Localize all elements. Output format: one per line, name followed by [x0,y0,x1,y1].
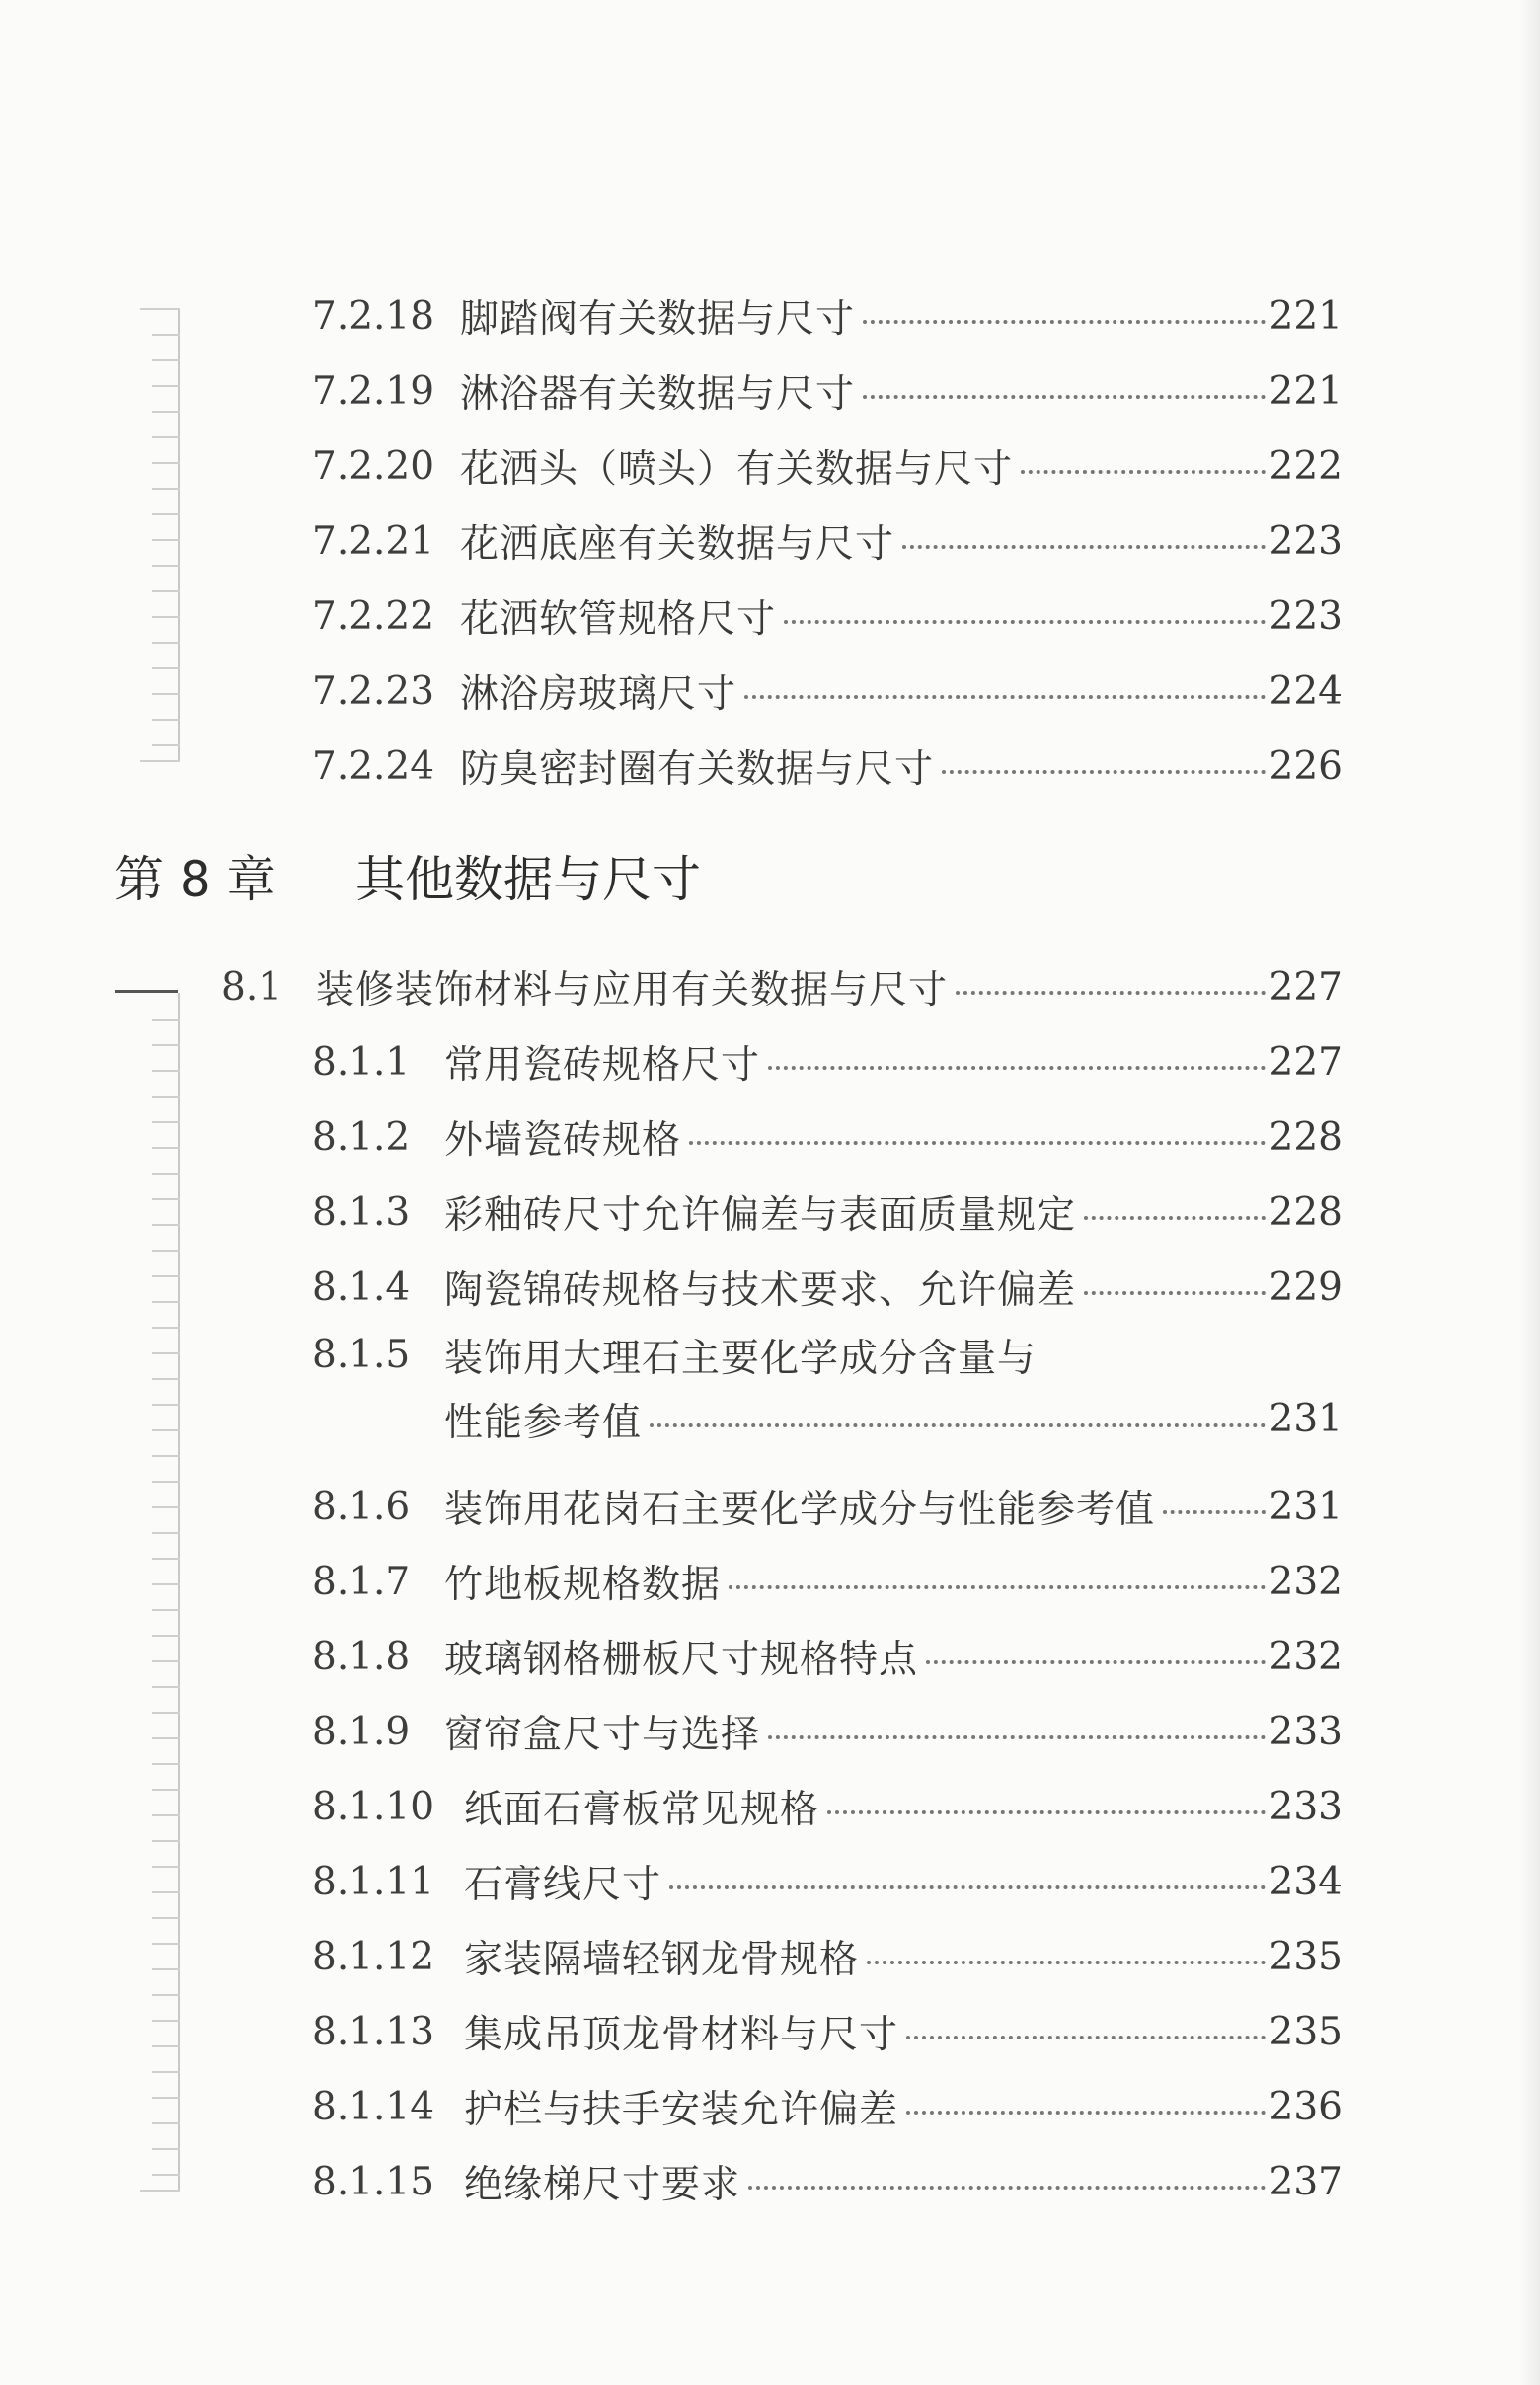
leader-dots [1163,1510,1266,1514]
entry-number: 7.2.19 [312,368,435,414]
entry-page: 231 [1269,1484,1343,1529]
section-title: 装修装饰材料与应用有关数据与尺寸 [316,968,949,1013]
leader-dots [942,770,1266,774]
entry-number: 7.2.21 [312,518,435,564]
entry-number: 8.1.15 [312,2159,435,2204]
entry-page: 226 [1269,743,1343,789]
entry-title: 花洒底座有关数据与尺寸 [460,522,895,567]
entry-number: 8.1.12 [312,1934,435,1979]
section-page: 227 [1269,964,1343,1010]
entry-number: 8.1.11 [312,1859,435,1904]
margin-ruler-bottom [138,993,180,2192]
toc-entry-8-1-7[interactable] [312,1552,1343,1611]
entry-title: 淋浴房玻璃尺寸 [460,672,737,717]
entry-number: 8.1.1 [312,1039,411,1085]
leader-dots [906,2036,1266,2039]
leader-dots [906,2111,1266,2115]
toc-entry-8-1-3[interactable] [312,1183,1343,1242]
entry-title: 玻璃钢格栅板尺寸规格特点 [444,1638,919,1682]
entry-page: 232 [1269,1559,1343,1604]
entry-page: 235 [1269,2009,1343,2054]
entry-page: 228 [1269,1115,1343,1160]
entry-title: 护栏与扶手安装允许偏差 [464,2088,899,2132]
leader-dots [1021,470,1266,474]
entry-number: 7.2.23 [312,668,435,714]
chapter-label: 第 8 章 [115,851,276,908]
leader-dots [902,545,1266,549]
toc-entry-8-1-4[interactable] [312,1258,1343,1317]
entry-number: 8.1.5 [312,1333,411,1377]
entry-title: 纸面石膏板常见规格 [464,1788,820,1832]
entry-page: 224 [1269,668,1343,714]
leader-dots [867,1961,1266,1964]
entry-title: 绝缘梯尺寸要求 [464,2163,741,2207]
leader-dots [863,395,1266,399]
section-number: 8.1 [221,964,283,1010]
entry-title-continued: 性能参考值 [444,1400,643,1445]
entry-page: 233 [1269,1784,1343,1829]
entry-page: 235 [1269,1934,1343,1979]
entry-page: 223 [1269,518,1343,564]
toc-entry-8-1-6[interactable] [312,1477,1343,1536]
entry-page: 222 [1269,443,1343,489]
page-edge-shadow [1520,0,1540,2385]
entry-page: 221 [1269,293,1343,339]
entry-title: 窗帘盒尺寸与选择 [444,1713,761,1757]
toc-entry-8-1-1[interactable] [312,1033,1343,1092]
chapter-heading[interactable] [115,841,701,910]
entry-page: 236 [1269,2084,1343,2129]
entry-number: 8.1.4 [312,1265,411,1310]
entry-title: 陶瓷锦砖规格与技术要求、允许偏差 [444,1269,1077,1313]
toc-entry-8-1-8[interactable] [312,1627,1343,1686]
entry-number: 7.2.18 [312,293,435,339]
entry-title: 防臭密封圈有关数据与尺寸 [460,747,935,792]
entry-title: 花洒软管规格尺寸 [460,597,777,642]
entry-page: 233 [1269,1709,1343,1754]
leader-dots [863,320,1266,324]
entry-title: 竹地板规格数据 [444,1563,722,1607]
entry-page: 231 [1269,1397,1343,1441]
margin-ruler-top [138,308,180,762]
leader-dots [768,1066,1266,1070]
entry-title: 彩釉砖尺寸允许偏差与表面质量规定 [444,1193,1077,1238]
toc-entry-8-1-5[interactable] [312,1323,1343,1451]
entry-title: 装饰用花岗石主要化学成分与性能参考值 [444,1488,1156,1532]
entry-page: 237 [1269,2159,1343,2204]
chapter-title: 其他数据与尺寸 [355,851,701,908]
entry-title: 家装隔墙轻钢龙骨规格 [464,1938,860,1982]
entry-page: 227 [1269,1039,1343,1085]
leader-dots [729,1585,1266,1589]
entry-number: 8.1.9 [312,1709,411,1754]
leader-dots [1084,1291,1266,1295]
entry-number: 8.1.6 [312,1484,411,1529]
entry-number: 7.2.24 [312,743,435,789]
entry-page: 234 [1269,1859,1343,1904]
entry-title: 装饰用大理石主要化学成分含量与 [444,1336,1038,1381]
leader-dots [650,1423,1266,1427]
leader-dots [744,695,1266,699]
toc-entry-7-2-22[interactable] [312,586,1343,646]
toc-entry-7-2-18[interactable] [312,286,1343,346]
section-divider [115,990,178,993]
entry-title: 外墙瓷砖规格 [444,1118,682,1163]
leader-dots [669,1885,1266,1889]
entry-title: 花洒头（喷头）有关数据与尺寸 [460,447,1014,492]
entry-page: 229 [1269,1265,1343,1310]
toc-entry-8-1-12[interactable] [312,1927,1343,1986]
toc-section-8-1[interactable] [221,958,1343,1017]
entry-title: 常用瓷砖规格尺寸 [444,1043,761,1088]
entry-number: 8.1.3 [312,1190,411,1235]
entry-title: 集成吊顶龙骨材料与尺寸 [464,2013,899,2057]
entry-number: 8.1.2 [312,1115,411,1160]
toc-entry-8-1-14[interactable] [312,2077,1343,2136]
toc-entry-8-1-13[interactable] [312,2002,1343,2061]
entry-page: 228 [1269,1190,1343,1235]
entry-title: 脚踏阀有关数据与尺寸 [460,297,856,342]
leader-dots [956,991,1266,995]
entry-number: 7.2.22 [312,593,435,639]
leader-dots [689,1141,1266,1145]
toc-entry-7-2-20[interactable] [312,436,1343,496]
entry-number: 7.2.20 [312,443,435,489]
entry-number: 8.1.7 [312,1559,411,1604]
toc-entry-7-2-23[interactable] [312,661,1343,721]
toc-entry-7-2-24[interactable] [312,736,1343,796]
entry-number: 8.1.8 [312,1634,411,1679]
toc-entry-8-1-15[interactable] [312,2152,1343,2211]
toc-entry-8-1-11[interactable] [312,1852,1343,1911]
entry-number: 8.1.14 [312,2084,435,2129]
leader-dots [768,1735,1266,1739]
entry-title: 石膏线尺寸 [464,1863,662,1907]
entry-page: 232 [1269,1634,1343,1679]
toc-entry-8-1-10[interactable] [312,1777,1343,1836]
toc-entry-8-1-2[interactable] [312,1108,1343,1167]
leader-dots [827,1810,1266,1814]
entry-title: 淋浴器有关数据与尺寸 [460,372,856,417]
leader-dots [784,620,1266,624]
entry-number: 8.1.10 [312,1784,435,1829]
entry-page: 223 [1269,593,1343,639]
toc-entry-8-1-9[interactable] [312,1702,1343,1761]
toc-entry-7-2-19[interactable] [312,361,1343,421]
entry-number: 8.1.13 [312,2009,435,2054]
toc-entry-7-2-21[interactable] [312,511,1343,571]
entry-page: 221 [1269,368,1343,414]
leader-dots [926,1660,1266,1664]
leader-dots [748,2186,1266,2190]
leader-dots [1084,1216,1266,1220]
